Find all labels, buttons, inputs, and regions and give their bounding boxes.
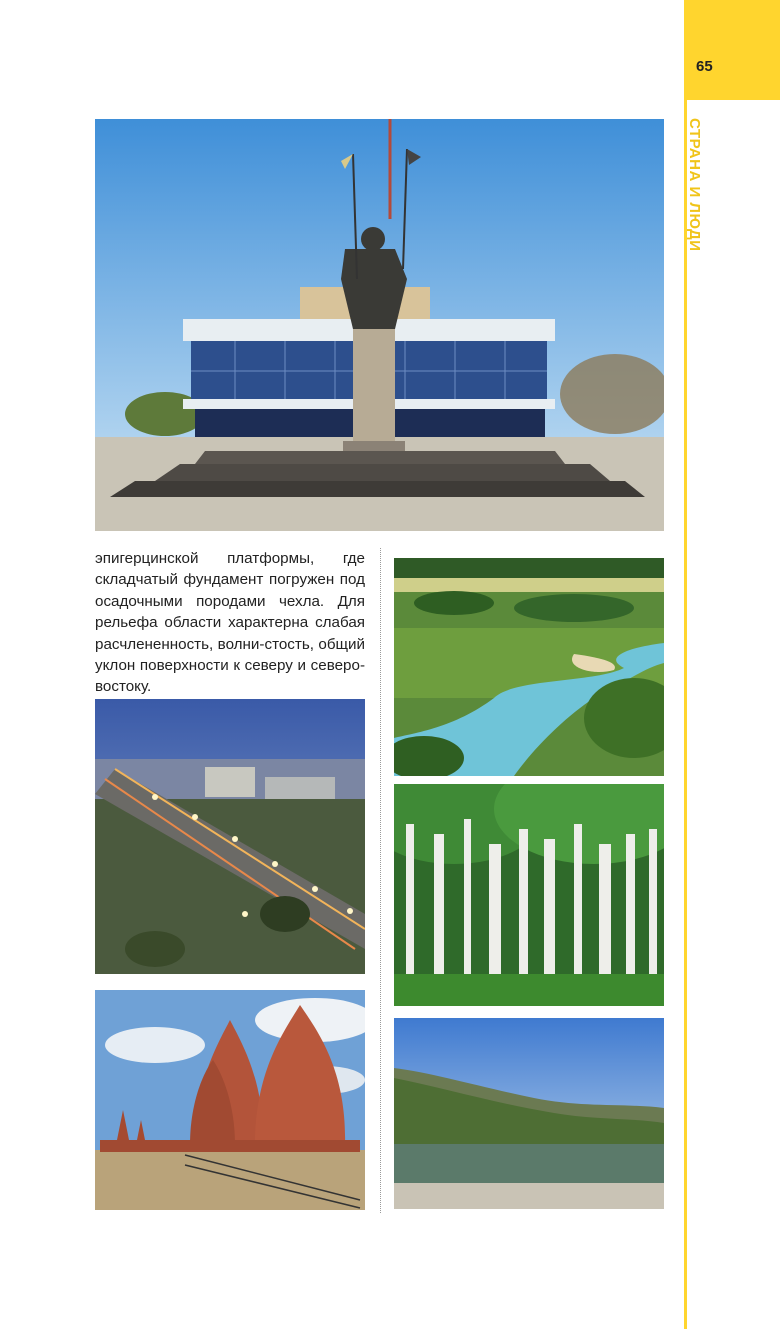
- birch-forest-photo: [394, 784, 664, 1006]
- city-night-photo: [95, 699, 365, 974]
- monument-photo: [95, 119, 664, 531]
- column-divider: [380, 548, 381, 1213]
- page-number-tab: [684, 0, 780, 100]
- memorial-domes-photo: [95, 990, 365, 1210]
- river-cliff-photo: [394, 1018, 664, 1209]
- body-paragraph: эпигерцинской платформы, где складчатый фундамент погружен под осадочными породами чехла. Для рельефа области характерна слабая расчлененность, волни-стость, общий уклон поверхности к северу и северо-востоку.: [95, 550, 365, 696]
- section-label: СТРАНА И ЛЮДИ: [686, 118, 703, 252]
- river-photo: [394, 558, 664, 776]
- side-rule: [684, 100, 687, 1329]
- page-number: 65: [696, 58, 713, 75]
